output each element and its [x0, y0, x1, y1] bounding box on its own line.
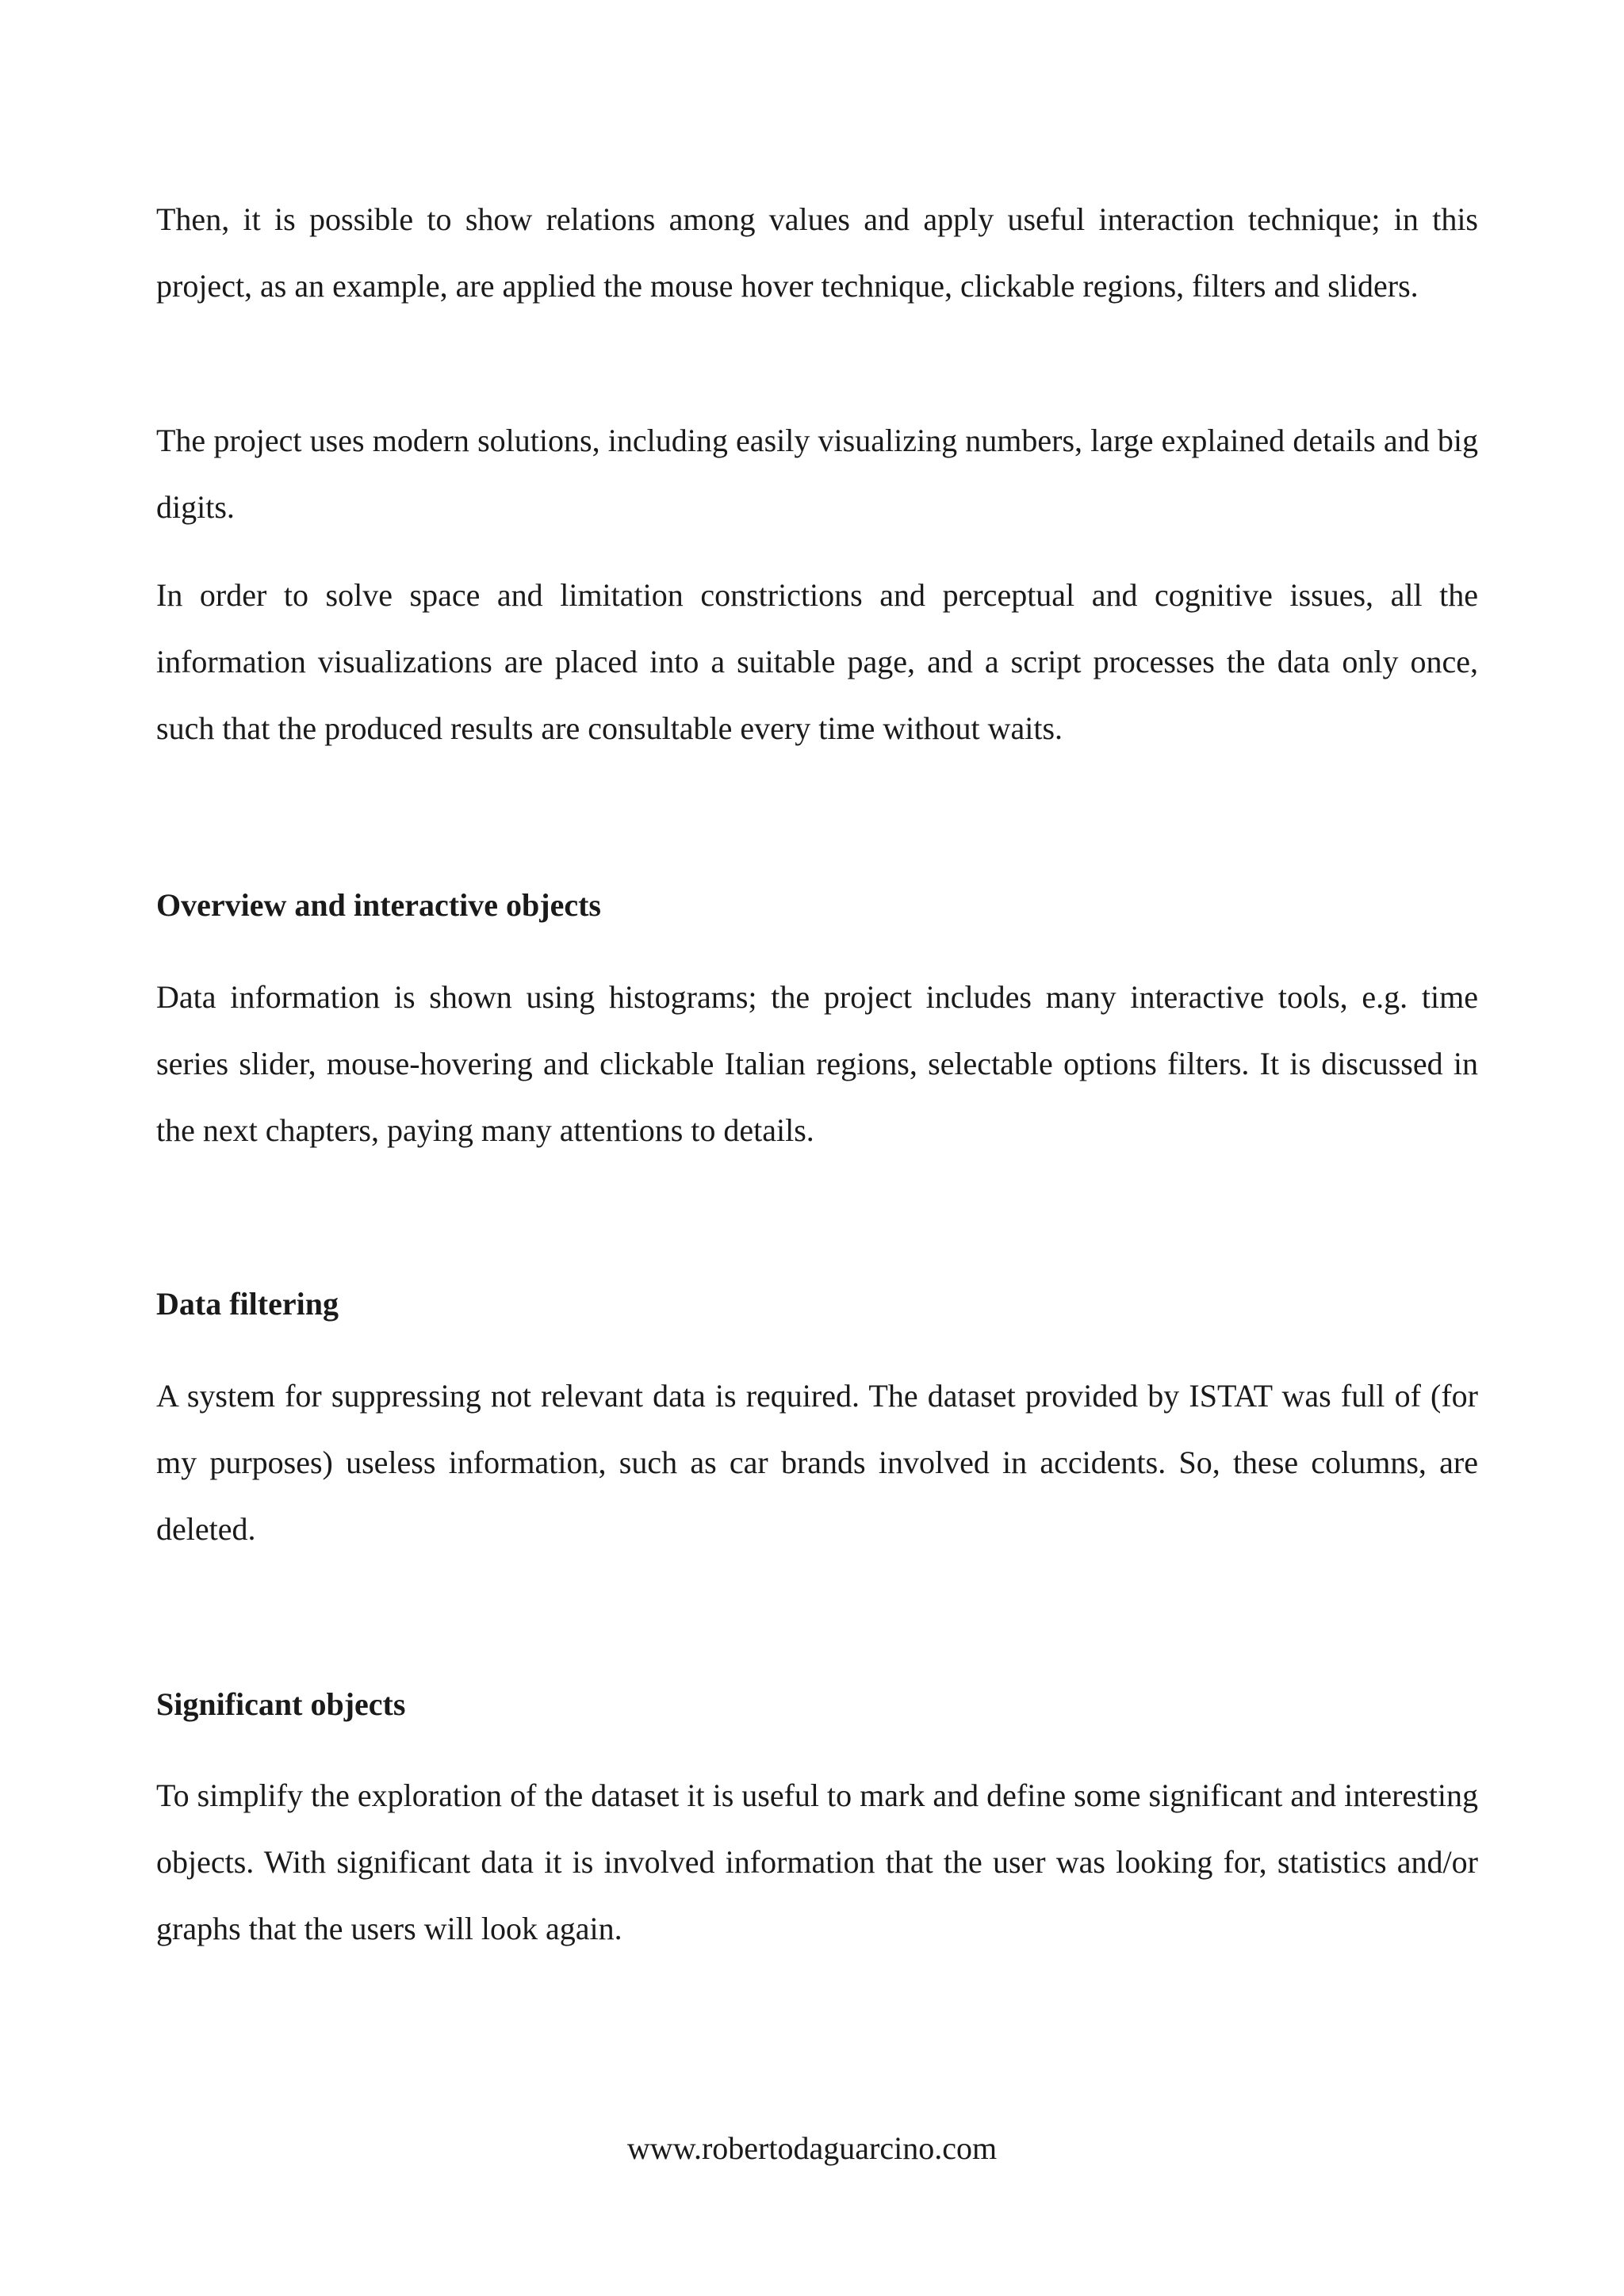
- section-heading-overview: Overview and interactive objects: [156, 887, 601, 923]
- section-heading-significant-objects: Significant objects: [156, 1686, 406, 1722]
- intro-paragraph-1: Then, it is possible to show relations among values and apply useful interaction technique; in this project, as an example, are applied the mouse hover technique, clickable regions, filters and sliders.: [156, 201, 1478, 304]
- intro-paragraph-3: In order to solve space and limitation constrictions and perceptual and cognitive issues, all the information visualizations are placed into a suitable page, and a script processes the data only once, such that the produced results are consultable every time without waits.: [156, 577, 1478, 746]
- section-body-data-filtering: A system for suppressing not relevant data is required. The dataset provided by ISTAT was full of (for my purposes) useless information, such as car brands involved in accidents. So, these columns, are deleted.: [156, 1378, 1478, 1547]
- intro-paragraph-2: The project uses modern solutions, including easily visualizing numbers, large explained details and big digits.: [156, 423, 1478, 525]
- section-heading-data-filtering: Data filtering: [156, 1286, 339, 1322]
- section-body-overview: Data information is shown using histograms; the project includes many interactive tools, e.g. time series slider, mouse-hovering and clickable Italian regions, selectable options filters. It is discussed in the next chapters, paying many attentions to details.: [156, 979, 1478, 1148]
- document-page: [156, 0, 1478, 2296]
- footer-website-url: www.robertodaguarcino.com: [626, 2130, 998, 2166]
- section-body-significant-objects: To simplify the exploration of the dataset it is useful to mark and define some significant and interesting objects. With significant data it is involved information that the user was looking for, statistics and/or graphs that the users will look again.: [156, 1777, 1478, 1946]
